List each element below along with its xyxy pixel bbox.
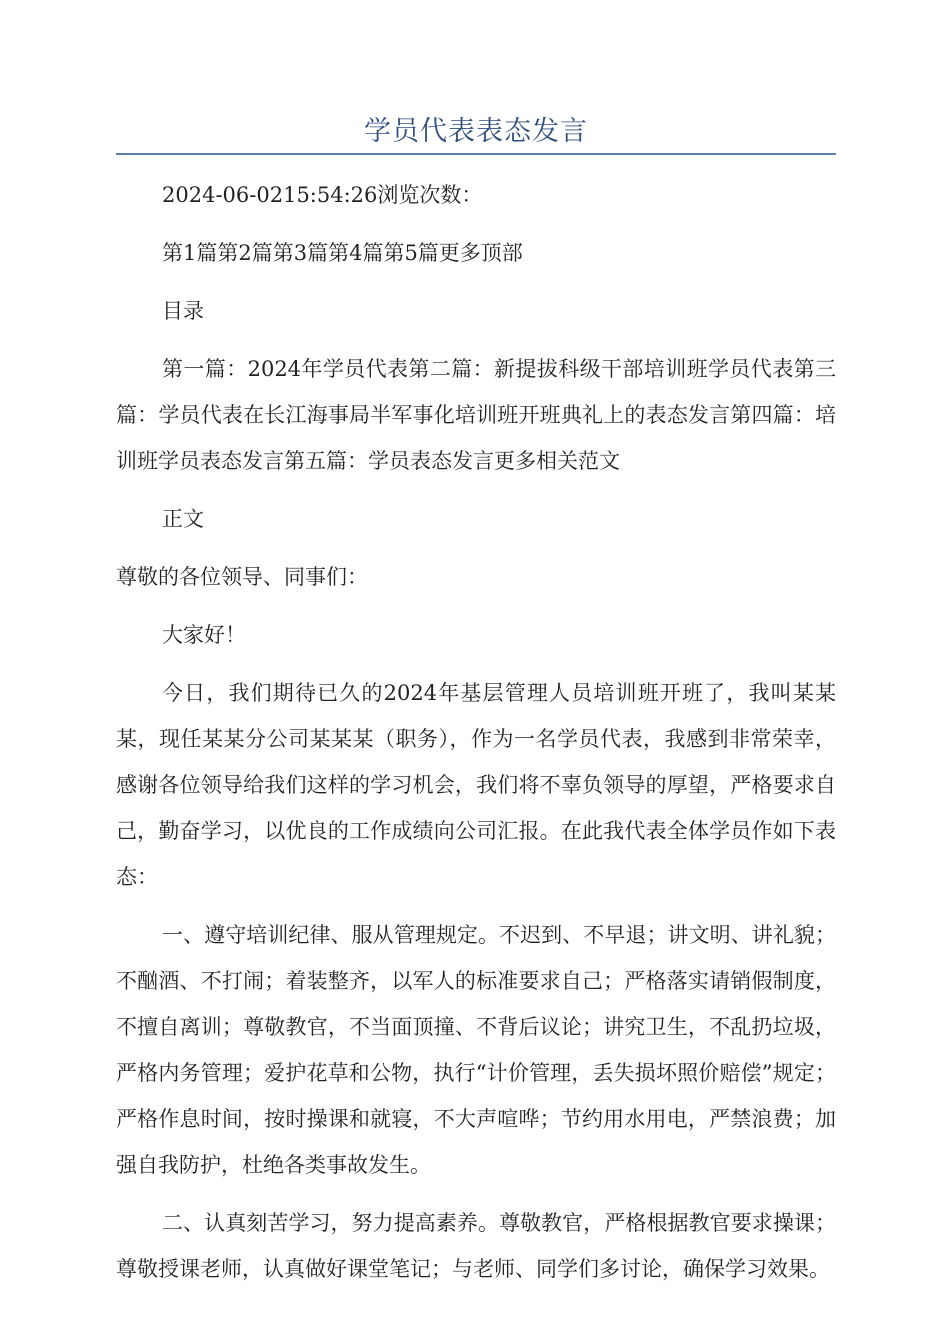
body-heading: 正文 [162, 507, 204, 531]
article-nav-line: 第1篇第2篇第3篇第4篇第5篇更多顶部 [162, 241, 523, 265]
toc-text: 第一篇：2024年学员代表第二篇：新提拔科级干部培训班学员代表第三篇：学员代表在长江海事局半军事化培训班开班典礼上的表态发言第四篇：培训班学员表态发言第五篇：学员表态发言更多相关范文 [116, 357, 836, 473]
meta-line: 2024-06-0215:54:26浏览次数： [162, 183, 483, 207]
paragraph-3: 二、认真刻苦学习，努力提高素养。尊敬教官，严格根据教官要求操课；尊敬授课老师，认真做好课堂笔记；与老师、同学们多讨论，确保学习效果。 [116, 1211, 836, 1281]
title-underline [116, 153, 836, 155]
paragraph-2: 一、遵守培训纪律、服从管理规定。不迟到、不早退；讲文明、讲礼貌；不酗酒、不打闹；着装整齐，以军人的标准要求自己；严格落实请销假制度，不擅自离训；尊敬教官，不当面顶撞、不背后议论；讲究卫生，不乱扔垃圾，严格内务管理；爱护花草和公物，执行“计价管理，丢失损坏照价赔偿”规定；严格作息时间，按时操课和就寝，不大声喧哗；节约用水用电，严禁浪费；加强自我防护，杜绝各类事故发生。 [116, 923, 836, 1177]
document-body [116, 172, 836, 1304]
paragraph-1: 今日，我们期待已久的2024年基层管理人员培训班开班了，我叫某某某，现任某某分公司某某某（职务），作为一名学员代表，我感到非常荣幸，感谢各位领导给我们这样的学习机会，我们将不辜负领导的厚望，严格要求自己，勤奋学习，以优良的工作成绩向公司汇报。在此我代表全体学员作如下表态： [116, 681, 836, 889]
greeting: 大家好！ [162, 623, 246, 647]
salutation: 尊敬的各位领导、同事们： [116, 565, 368, 589]
document-title: 学员代表表态发言 [364, 116, 588, 147]
toc-heading: 目录 [162, 299, 204, 323]
